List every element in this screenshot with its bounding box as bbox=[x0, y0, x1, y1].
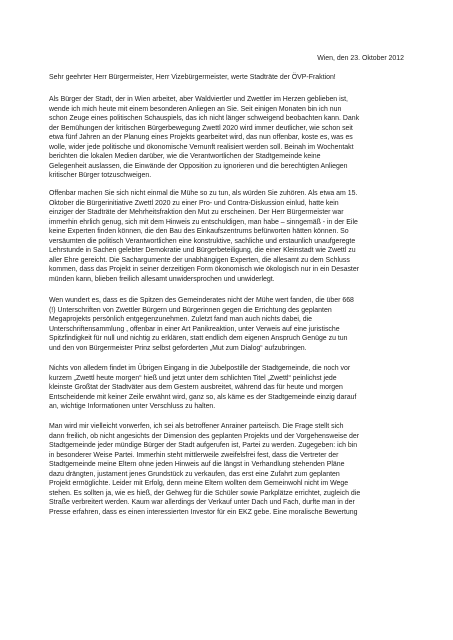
text-line: (!) Unterschriften von Zwettler Bürgern und Bürgerinnen gegen die Errichtung des geplanten bbox=[49, 306, 332, 314]
text-line: Megaprojekts persönlich entgegenzunehmen. Zuletzt fand man auch nichts dabei, die bbox=[49, 316, 313, 324]
text-line: Unterschriftensammlung , offenbar in einer Art Panikreaktion, unter Verweis auf eine juristische bbox=[49, 325, 340, 333]
text-line: etwa fünf Jahren an der Planung eines Projekts gearbeitet wird, das nun offenbar, koste es, was es bbox=[49, 134, 353, 142]
text-line: Oktober die Bürgerinitiative Zwettl 2020 zu einer Pro- und Contra-Diskussion einlud, hatte kein bbox=[49, 199, 339, 207]
text-line: immerhin ehrlich genug, sich mit dem Hinweis zu entschuldigen, man habe – sinngemäß - in der Eile bbox=[49, 218, 358, 226]
text-line: keine Experten finden können, die den Bau des Einkaufszentrums befürworten hätten können. So bbox=[49, 228, 349, 236]
text-line: Spitzfindigkeit für null und nichtig zu erklären, statt endlich dem eigenen Anspruch Genüge zu tun bbox=[49, 335, 348, 343]
salutation: Sehr geehrter Herr Bürgermeister, Herr Vizebürgermeister, werte Stadträte der ÖVP-Fraktion! bbox=[49, 74, 336, 81]
text-line: Straße verbreitert werden. Kaum war allerdings der Verkauf unter Dach und Fach, durfte man in der bbox=[49, 499, 355, 507]
text-line: Man wird mir vielleicht vorwerfen, ich sei als betroffener Anrainer parteiisch. Die Frage stellt sich bbox=[49, 423, 344, 430]
text-line: berichten die lokalen Medien darüber, wie die Verantwortlichen der Stadtgemeinde keine bbox=[49, 153, 321, 161]
paragraph-1 bbox=[49, 95, 359, 181]
text-line: Presse erfahren, dass es einen interessierten Investor für ein EKZ gebe. Eine moralische Bewertung bbox=[49, 508, 358, 516]
text-line: Stadtgemeinde jeder mündige Bürger der Stadt aufgerufen ist, Partei zu werden. Zugegeben: ich bin bbox=[49, 442, 358, 450]
text-line: Nichts von alledem findet im Übrigen Eingang in die Jubelpostille der Stadtgemeinde, die noch vor bbox=[49, 365, 351, 372]
text-line: dazu drängten, justament jenes Grundstück zu verkaufen, das erst eine Zufahrt zum geplanten bbox=[49, 470, 340, 478]
text-line: der Bemühungen der kritischen Bürgerbewegung Zwettl 2020 wird immer deutlicher, wie schon seit bbox=[49, 124, 353, 132]
text-line: Stadtgemeinde meine Eltern ohne jeden Hinweis auf die längst in Verhandlung stehenden Pläne bbox=[49, 461, 345, 469]
paragraph-5 bbox=[49, 422, 360, 517]
text-line: kommen, dass das Projekt in seiner derzeitigen Form ökonomisch wie ökologisch nur in ein Desaster bbox=[49, 266, 360, 274]
text-line: wende ich mich heute mit einem besonderen Anliegen an Sie. Seit einigen Monaten bin ich nun bbox=[49, 105, 342, 113]
text-line: Entscheidende mit keiner Zeile erwähnt wird, ganz so, als käme es der Stadtgemeinde einzig darauf bbox=[49, 393, 357, 401]
paragraph-3 bbox=[49, 296, 354, 353]
paragraph-4 bbox=[49, 364, 356, 412]
text-line: an, wichtige Informationen unter Verschluss zu halten. bbox=[49, 403, 216, 411]
text-line: schon Zeuge eines politischen Schauspiels, das ich nicht länger schweigend beobachten kann. Dank bbox=[49, 115, 360, 123]
text-line: dann freilich, ob nicht angesichts der Dimension des geplanten Projekts und der Vorgehensweise der bbox=[49, 432, 360, 440]
text-line: Offenbar machen Sie sich nicht einmal die Mühe so zu tun, als würden Sie zuhören. Als etwa am 15. bbox=[49, 190, 358, 197]
text-line: Wen wundert es, dass es die Spitzen des Gemeinderates nicht der Mühe wert fanden, die über 668 bbox=[49, 297, 354, 304]
text-line: stehen. Es sollten ja, wie es hieß, der Gehweg für die Schüler sowie Parkplätze errichtet, zugleich die bbox=[49, 489, 361, 497]
text-line: münden kann, blieben freilich allesamt unwidersprochen und unwiderlegt. bbox=[49, 275, 275, 283]
text-line: aller Ehre gereicht. Die Sachargumente der unabhängigen Experten, die allesamt zu dem Schluss bbox=[49, 256, 350, 264]
text-line: kleinste Großtat der Stadtväter aus dem Gestern ausbreitet, während das für heute und morgen bbox=[49, 384, 343, 392]
text-line: und den von Bürgermeister Prinz selbst geforderten „Mut zum Dialog“ aufzubringen. bbox=[49, 344, 307, 352]
letter-date: Wien, den 23. Oktober 2012 bbox=[317, 55, 404, 62]
text-line: Projekt ermöglichte. Leider mit Erfolg, denn meine Eltern wollten dem Gemeinwohl nicht im Wege bbox=[49, 480, 349, 488]
text-line: Gelegenheit auslassen, die Einwände der Opposition zu ignorieren und die berechtigten Anliegen bbox=[49, 162, 348, 170]
text-line: versäumten die politisch Verantwortlichen eine konstruktive, sachliche und erstaunlich unaufgeregte bbox=[49, 237, 356, 245]
text-line: kurzem „Zwettl heute morgen“ hieß und jetzt unter dem schlichten Titel „Zwettl“ peinlichst jede bbox=[49, 374, 337, 382]
text-line: Lehrstunde in Sachen gelebter Demokratie und Bürgerbeteiligung, die einer Kleinstadt wie Zwettl zu bbox=[49, 247, 356, 255]
text-line: wolle, wider jede politische und ökonomische Vernunft realisiert werden soll. Beinah im Wochentakt bbox=[49, 143, 354, 151]
text-line: kritischer Bürger totzuschweigen. bbox=[49, 172, 152, 180]
text-line: Als Bürger der Stadt, der in Wien arbeitet, aber Waldviertler und Zwettler im Herzen geblieben ist, bbox=[49, 96, 348, 103]
text-line: einziger der Stadträte der Mehrheitsfraktion den Mut zu erscheinen. Der Herr Bürgermeister war bbox=[49, 209, 344, 217]
text-line: in besonderer Weise Partei. Immerhin steht mittlerweile zweifelsfrei fest, dass die Vertreter der bbox=[49, 451, 339, 459]
paragraph-2 bbox=[49, 189, 359, 284]
